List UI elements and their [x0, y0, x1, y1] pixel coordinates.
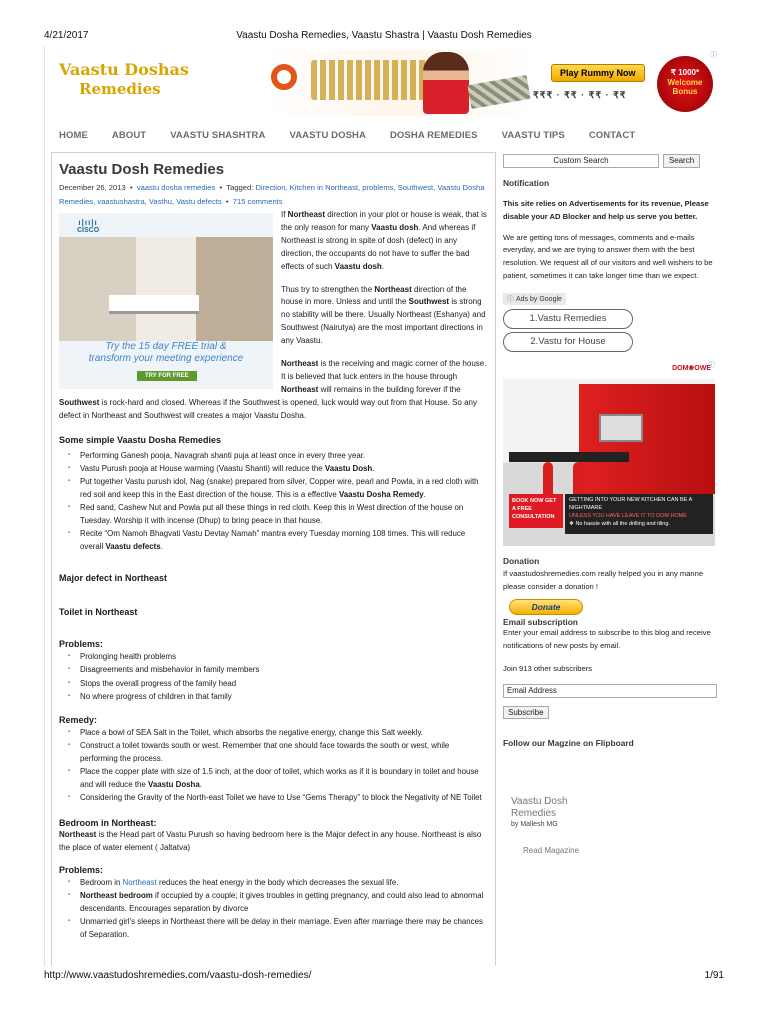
nav-vaastu-dosha[interactable]: VAASTU DOSHA [289, 130, 366, 141]
search-button[interactable]: Search [663, 154, 700, 168]
kitchen-ad[interactable] [503, 360, 715, 546]
banner-logo-icon [271, 64, 297, 90]
ad-link-vastu-remedies[interactable]: 1.Vastu Remedies [503, 309, 633, 329]
banner-model-image [423, 52, 469, 114]
list-item: ▪ Unmarried girl’s sleeps in Northeast there will be delay in their marriage. Even after marriage there may be chances of Separation. [68, 915, 489, 941]
list-item: ▪ Considering the Gravity of the North-east Toilet we have to Use “Gems Therapy” to block the Negativity of NE Toilet [68, 791, 489, 804]
notice-text: We are getting tons of messages, comments and e-mails everyday, and we are trying to answer them with the best resolution. We request all of our visitors and well wishers to be patient, sometimes it can take longer time than we expect. [503, 232, 713, 280]
list-item: ▪ Bedroom in Northeast reduces the heat energy in the body which decreases the sexual life. [68, 876, 489, 889]
logo-line2: Remedies [79, 80, 161, 98]
adchoices-icon[interactable]: ⓘ [708, 361, 715, 369]
bedroom-heading: Bedroom in Northeast: [59, 818, 157, 829]
kitchen-ad-text: GETTING INTO YOUR NEW KITCHEN CAN BE A NIGHTMARE UNLESS YOU HAVE LEAVE IT TO DOM HOME ❖ No hassle with all the drilling and tiling. [565, 494, 713, 534]
magazine-title[interactable]: Vaastu Dosh Remedies [511, 795, 568, 819]
search-form [503, 152, 724, 170]
toilet-heading: Toilet in Northeast [59, 607, 138, 618]
donate-button[interactable]: Donate [509, 599, 583, 615]
print-url: http://www.vaastudoshremedies.com/vaastu-dosh-remedies/ [44, 970, 312, 981]
list-item: ▪ Prolonging health problems [68, 650, 489, 663]
stool-image [573, 462, 583, 494]
list-item: ▪ Put together Vastu purush idol, Nag (snake) prepared from silver, Copper wire, pearl and Powla, in a red cloth with red soil and keep this in the East direction of the house. This is a effective Vaastu Dosha Remedy. [68, 475, 489, 501]
toilet-remedy-label: Remedy: [59, 714, 98, 725]
print-footer [44, 970, 724, 984]
comments-link[interactable]: 715 comments [232, 197, 283, 206]
strengthen-paragraph: Thus try to strengthen the Northeast direction of the house in more. Unless and until the Southwest is strong no stability will be there. Usually Northeast (Eshanya) and Southwest (Nairutya) are the most important directions in any Vaastu. [281, 284, 486, 346]
tagged-label: Tagged: [226, 183, 254, 192]
ads-by-google[interactable]: ⓘ Ads by Google [503, 293, 566, 305]
nav-vaastu-shashtra[interactable]: VAASTU SHASHTRA [170, 130, 266, 141]
list-item: ▪ Place the copper plate with size of 1.5 inch, at the door of toilet, which works as if it is boundary in toilet and house and will reduce the Vaastu Dosha. [68, 765, 489, 791]
bedroom-problems-label: Problems: [59, 865, 104, 876]
meeting-room-image [59, 237, 273, 341]
post-date: December 26, 2013 [59, 183, 126, 192]
stool-image [543, 462, 553, 494]
post-title[interactable]: Vaastu Dosh Remedies [59, 161, 225, 178]
nav-dosha-remedies[interactable]: DOSHA REMEDIES [389, 130, 478, 141]
try-free-button[interactable]: TRY FOR FREE [137, 371, 197, 381]
email-field[interactable]: Email Address [503, 684, 717, 698]
bedroom-problems-list [68, 876, 489, 941]
major-defect-heading: Major defect in Northeast [59, 573, 168, 584]
cisco-ad[interactable] [59, 213, 273, 389]
adblock-notice: This site relies on Advertisements for its revenue, Please disable your AD Blocker and help us serve you better. [503, 199, 709, 221]
ad-link-vastu-for-house[interactable]: 2.Vastu for House [503, 332, 633, 352]
notification-title: Notification [503, 178, 550, 188]
bonus-label: Welcome Bonus [667, 77, 703, 97]
sidebar [503, 152, 724, 855]
header-banner-ad[interactable] [267, 50, 717, 116]
northeast-paragraph: Northeast is the receiving and magic corner of the house. It is believed that luck enters in the house through Northeast will remains in the building forever if the Southwest is rock-hard and closed. Whereas if the Southwest is opened, luck would way out from that House. So any defect in Northeast and Southwest will creates a major Vaastu Dosha. [59, 359, 487, 420]
list-item: ▪ Vastu Purush pooja at House warming (Vaastu Shanti) will reduce the Vaastu Dosh. [68, 462, 489, 475]
bonus-amount: ₹ 1000* [670, 68, 700, 77]
subscriber-count: Join 913 other subscribers [503, 663, 593, 673]
list-item: ▪ Construct a toilet towards south or west. Remember that one should face towards the south or west, while performing the process. [68, 739, 489, 765]
domhome-logo: DOM❀OWE [672, 364, 711, 372]
info-icon: ⓘ [507, 295, 514, 303]
bedroom-paragraph: Northeast is the Head part of Vastu Purush so having bedroom here is the Major defect in any house. Northeast is also the place of water element ( Jaltatva) [59, 830, 482, 853]
cisco-logo: ı|ıı|ı CISCO [77, 218, 100, 234]
magazine-author: by Mallesh MG [511, 820, 558, 828]
logo-line1: Vaastu Doshas [59, 60, 189, 79]
list-item: ▪ Stops the overall progress of the family head [68, 677, 489, 690]
ad-caption: Try the 15 day FREE trial & transform your meeting experience [88, 341, 244, 364]
print-title: Vaastu Dosha Remedies, Vaastu Shastra | Vaastu Dosh Remedies [236, 30, 532, 41]
bonus-badge [657, 56, 713, 112]
print-date: 4/21/2017 [44, 30, 89, 41]
banner-cash-image [467, 75, 530, 109]
list-item: ▪ Disagreements and misbehavior in family members [68, 663, 489, 676]
donation-text: If vaastudoshremedies.com really helped you in any manne please consider a donation ! [503, 568, 704, 591]
play-rummy-button[interactable]: Play Rummy Now [551, 64, 645, 82]
adchoices-icon[interactable]: ⓘ [710, 52, 717, 59]
list-item: ▪ Red sand, Cashew Nut and Powla put all these things in red cloth. Keep this in West direction of the house on Tuesday. Worship it with incense (Dhup) to bring peace in that house. [68, 501, 489, 527]
main-nav [59, 130, 659, 141]
banner-script-text [311, 60, 441, 100]
subscribe-button[interactable]: Subscribe [503, 706, 549, 719]
web-page [44, 46, 724, 966]
toilet-remedies-list [68, 726, 489, 805]
book-now-box[interactable]: BOOK NOW GET A FREE CONSULTATION [509, 494, 563, 528]
list-item: ▪ Northeast bedroom if occupied by a couple; it gives troubles in getting pregnancy, and could also lead to abnormal descendants. Encourages separation by divorce [68, 889, 489, 915]
flipboard-magazine[interactable] [511, 796, 724, 855]
post-content [51, 152, 496, 966]
tag-links[interactable]: Direction, Kitchen in Northeast, problems, Southwest, Vaastu Dosha Remedies, vaastushastra, Vasthu, Vastu defects [59, 183, 485, 206]
nav-home[interactable]: HOME [59, 130, 88, 141]
flipboard-title: Follow our Magzine on Flipboard [503, 737, 634, 748]
page-number: 1/91 [704, 970, 724, 981]
nav-vaastu-tips[interactable]: VAASTU TIPS [501, 130, 565, 141]
banner-prize-values: ₹₹₹ · ₹₹ · ₹₹ · ₹₹ [533, 90, 627, 100]
donation-title: Donation [503, 555, 540, 566]
search-input[interactable]: Custom Search [503, 154, 659, 168]
intro-paragraph: If Northeast direction in your plot or house is weak, that is the only reason for many Vaastu dosh. And whereas if Northeast is strong in spite of dosh (defect) in any direction, the occupants do not have to suffer the bad effects of such Vaastu dosh. [281, 210, 487, 271]
list-item: ▪ Recite “Om Namoh Bhagvati Vastu Devtay Namah” mantra every Tuesday morning 108 times. This will reduce overall Vaastu defects. [68, 527, 489, 553]
post-meta: December 26, 2013 • vaastu dosha remedies • Tagged: Direction, Kitchen in Northeast, problems, Southwest, Vaastu Dosha Remedies, vaastushastra, Vasthu, Vastu defects • 715 comments [59, 183, 485, 206]
email-subscription-text: Enter your email address to subscribe to this blog and receive notifications of new posts by email. [503, 628, 711, 651]
remedies-heading: Some simple Vaastu Dosha Remedies [59, 434, 222, 445]
list-item: ▪ Performing Ganesh pooja, Navagrah shanti puja at least once in every three year. [68, 449, 489, 462]
category-link[interactable]: vaastu dosha remedies [136, 183, 216, 192]
remedies-list [68, 449, 489, 554]
print-header [44, 30, 724, 44]
read-magazine-link[interactable]: Read Magazine [523, 845, 580, 855]
email-subscription-title: Email subscription [503, 617, 578, 628]
toilet-problems-list [68, 650, 489, 702]
nav-about[interactable]: ABOUT [111, 130, 147, 141]
counter-image [509, 452, 629, 462]
red-cabinets-image [579, 384, 715, 494]
list-item: ▪ Place a bowl of SEA Salt in the Toilet, which absorbs the negative energy, change this Salt weekly. [68, 726, 489, 739]
nav-contact[interactable]: CONTACT [588, 130, 636, 141]
toilet-problems-label: Problems: [59, 639, 104, 650]
list-item: ▪ No where progress of children in that family [68, 690, 489, 703]
site-logo[interactable] [59, 60, 189, 99]
